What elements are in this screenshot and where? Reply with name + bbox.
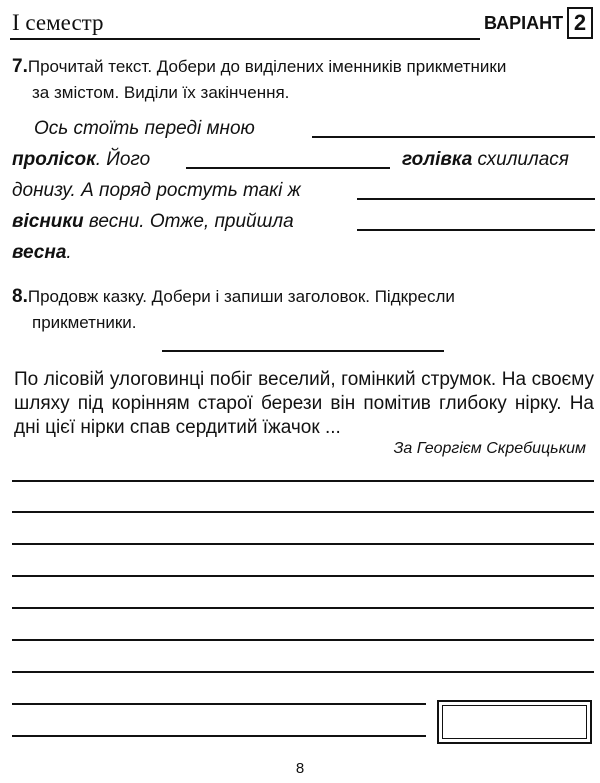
- story-source: За Георгієм Скребицьким: [393, 440, 586, 457]
- writing-line-7[interactable]: [12, 671, 594, 673]
- highlighted-noun-vesna: весна: [12, 242, 67, 263]
- semester-title: І семестр: [12, 10, 104, 35]
- adjective-blank-1[interactable]: [312, 136, 595, 138]
- task-8-number: 8.: [12, 286, 28, 307]
- writing-line-6[interactable]: [12, 639, 594, 641]
- writing-line-8[interactable]: [12, 703, 426, 705]
- task-8-instruction-line1: Продовж казку. Добери і запиши заголовок. Підкресли: [27, 287, 455, 306]
- writing-line-2[interactable]: [12, 511, 594, 513]
- adjective-blank-2[interactable]: [186, 167, 390, 169]
- line5-text: .: [66, 242, 72, 263]
- highlighted-noun-holivka: голівка: [402, 149, 473, 170]
- page-header: [0, 0, 600, 44]
- line2-text1: . Його: [95, 149, 151, 170]
- score-box-inner: [442, 705, 587, 739]
- score-box[interactable]: [437, 700, 592, 744]
- task-7-instruction-line2: за змістом. Виділи їх закінчення.: [32, 83, 290, 102]
- task-8-instruction-line2: прикметники.: [32, 313, 137, 332]
- variant-number-box: 2: [567, 7, 593, 39]
- writing-line-1[interactable]: [12, 480, 594, 482]
- writing-line-5[interactable]: [12, 607, 594, 609]
- page-number: 8: [295, 760, 305, 777]
- line2-text2: схилилася: [472, 149, 569, 170]
- title-blank[interactable]: [162, 350, 444, 352]
- fairy-tale-text: По лісовій улоговинці побіг веселий, гомінкий струмок. На своєму шляху під корінням старої берези він помітив глибоку нірку. На дні цієї нірки спав сердитий їжачок ...: [14, 369, 594, 438]
- highlighted-noun-prolisok: пролісок: [12, 149, 96, 170]
- task-7-instruction-line1: Прочитай текст. Добери до виділених іменників прикметники: [27, 57, 507, 76]
- writing-line-4[interactable]: [12, 575, 594, 577]
- line4-text: весни. Отже, прийшла: [83, 211, 294, 232]
- writing-line-9[interactable]: [12, 735, 426, 737]
- task-7-line-5: [12, 238, 597, 268]
- adjective-blank-4[interactable]: [357, 229, 595, 231]
- task-7-line-4: [12, 207, 597, 237]
- line3-text: донизу. А поряд ростуть такі ж: [12, 180, 301, 201]
- writing-line-3[interactable]: [12, 543, 594, 545]
- task-8-instruction: [12, 284, 455, 336]
- task-7-line-2: [12, 145, 597, 175]
- adjective-blank-3[interactable]: [357, 198, 595, 200]
- line1-text: Ось стоїть переді мною: [34, 118, 255, 139]
- variant-label: ВАРІАНТ: [484, 13, 564, 33]
- header-divider: [10, 38, 480, 40]
- task-7-line-1: [12, 114, 597, 144]
- task-7-line-3: [12, 176, 597, 206]
- task-7-number: 7.: [12, 56, 28, 77]
- task-7-instruction: [12, 54, 506, 106]
- highlighted-noun-visnyky: вісники: [12, 211, 84, 232]
